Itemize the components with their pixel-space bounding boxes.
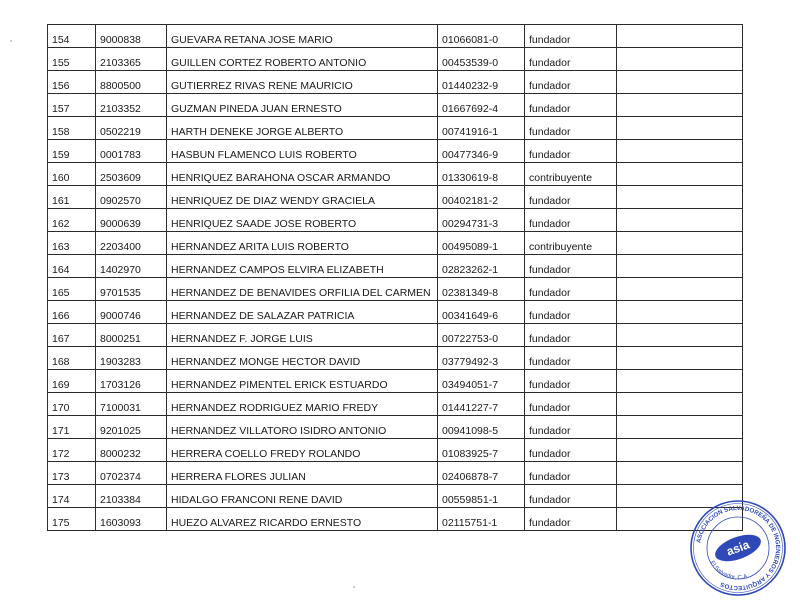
row-number: 171 bbox=[48, 416, 96, 439]
member-id-number: 03494051-7 bbox=[438, 370, 525, 393]
scan-speck bbox=[353, 586, 355, 588]
member-code: 2503609 bbox=[96, 163, 167, 186]
blank-cell bbox=[617, 71, 743, 94]
row-number: 173 bbox=[48, 462, 96, 485]
member-code: 1603093 bbox=[96, 508, 167, 531]
table-row bbox=[48, 278, 743, 301]
seal-bottom-text: El Salvador, C.A. bbox=[708, 560, 750, 582]
member-name: HERNANDEZ ARITA LUIS ROBERTO bbox=[167, 232, 438, 255]
blank-cell bbox=[617, 94, 743, 117]
member-name: HERNANDEZ DE BENAVIDES ORFILIA DEL CARMEN bbox=[167, 278, 438, 301]
row-number: 167 bbox=[48, 324, 96, 347]
member-name: HERNANDEZ PIMENTEL ERICK ESTUARDO bbox=[167, 370, 438, 393]
member-type: contribuyente bbox=[525, 163, 617, 186]
table-row bbox=[48, 232, 743, 255]
member-name: HASBUN FLAMENCO LUIS ROBERTO bbox=[167, 140, 438, 163]
member-type: fundador bbox=[525, 508, 617, 531]
member-code: 0702374 bbox=[96, 462, 167, 485]
member-type: fundador bbox=[525, 462, 617, 485]
member-name: HIDALGO FRANCONI RENE DAVID bbox=[167, 485, 438, 508]
table-row bbox=[48, 485, 743, 508]
row-number: 161 bbox=[48, 186, 96, 209]
member-code: 9701535 bbox=[96, 278, 167, 301]
member-id-number: 02823262-1 bbox=[438, 255, 525, 278]
table-row bbox=[48, 508, 743, 531]
member-type: fundador bbox=[525, 301, 617, 324]
member-type: fundador bbox=[525, 278, 617, 301]
member-id-number: 00741916-1 bbox=[438, 117, 525, 140]
member-type: fundador bbox=[525, 71, 617, 94]
member-code: 8000251 bbox=[96, 324, 167, 347]
member-id-number: 01083925-7 bbox=[438, 439, 525, 462]
member-code: 1703126 bbox=[96, 370, 167, 393]
member-code: 0001783 bbox=[96, 140, 167, 163]
member-type: fundador bbox=[525, 393, 617, 416]
member-id-number: 00941098-5 bbox=[438, 416, 525, 439]
table-row bbox=[48, 71, 743, 94]
member-name: HENRIQUEZ DE DIAZ WENDY GRACIELA bbox=[167, 186, 438, 209]
member-id-number: 01330619-8 bbox=[438, 163, 525, 186]
member-type: fundador bbox=[525, 209, 617, 232]
member-table-body bbox=[48, 25, 743, 531]
blank-cell bbox=[617, 25, 743, 48]
blank-cell bbox=[617, 186, 743, 209]
table-row bbox=[48, 186, 743, 209]
row-number: 166 bbox=[48, 301, 96, 324]
blank-cell bbox=[617, 209, 743, 232]
member-name: HARTH DENEKE JORGE ALBERTO bbox=[167, 117, 438, 140]
row-number: 156 bbox=[48, 71, 96, 94]
member-type: fundador bbox=[525, 94, 617, 117]
row-number: 159 bbox=[48, 140, 96, 163]
member-type: contribuyente bbox=[525, 232, 617, 255]
member-code: 8800500 bbox=[96, 71, 167, 94]
member-type: fundador bbox=[525, 485, 617, 508]
table-row bbox=[48, 255, 743, 278]
member-id-number: 00341649-6 bbox=[438, 301, 525, 324]
row-number: 163 bbox=[48, 232, 96, 255]
member-id-number: 00453539-0 bbox=[438, 48, 525, 71]
member-code: 2103365 bbox=[96, 48, 167, 71]
blank-cell bbox=[617, 48, 743, 71]
row-number: 162 bbox=[48, 209, 96, 232]
member-type: fundador bbox=[525, 48, 617, 71]
table-row bbox=[48, 140, 743, 163]
member-name: HERNANDEZ VILLATORO ISIDRO ANTONIO bbox=[167, 416, 438, 439]
member-code: 0502219 bbox=[96, 117, 167, 140]
table-row bbox=[48, 163, 743, 186]
member-code: 7100031 bbox=[96, 393, 167, 416]
blank-cell bbox=[617, 416, 743, 439]
blank-cell bbox=[617, 393, 743, 416]
table-row bbox=[48, 393, 743, 416]
member-id-number: 02381349-8 bbox=[438, 278, 525, 301]
member-type: fundador bbox=[525, 255, 617, 278]
seal-ring-text: ASOCIACION SALVADOREÑA DE INGENIEROS Y ARQUITECTOS bbox=[695, 504, 782, 592]
table-row bbox=[48, 117, 743, 140]
member-id-number: 00559851-1 bbox=[438, 485, 525, 508]
blank-cell bbox=[617, 140, 743, 163]
table-row bbox=[48, 324, 743, 347]
blank-cell bbox=[617, 255, 743, 278]
member-id-number: 01440232-9 bbox=[438, 71, 525, 94]
member-name: HUEZO ALVAREZ RICARDO ERNESTO bbox=[167, 508, 438, 531]
blank-cell bbox=[617, 301, 743, 324]
table-row bbox=[48, 209, 743, 232]
member-id-number: 00402181-2 bbox=[438, 186, 525, 209]
member-code: 9201025 bbox=[96, 416, 167, 439]
blank-cell bbox=[617, 324, 743, 347]
row-number: 165 bbox=[48, 278, 96, 301]
member-id-number: 00495089-1 bbox=[438, 232, 525, 255]
blank-cell bbox=[617, 347, 743, 370]
member-type: fundador bbox=[525, 25, 617, 48]
member-type: fundador bbox=[525, 416, 617, 439]
scan-speck bbox=[10, 40, 12, 42]
table-row bbox=[48, 416, 743, 439]
member-type: fundador bbox=[525, 117, 617, 140]
member-type: fundador bbox=[525, 324, 617, 347]
member-id-number: 00477346-9 bbox=[438, 140, 525, 163]
member-code: 1402970 bbox=[96, 255, 167, 278]
row-number: 174 bbox=[48, 485, 96, 508]
table-row bbox=[48, 48, 743, 71]
member-code: 0902570 bbox=[96, 186, 167, 209]
member-name: GUZMAN PINEDA JUAN ERNESTO bbox=[167, 94, 438, 117]
member-name: HERNANDEZ DE SALAZAR PATRICIA bbox=[167, 301, 438, 324]
row-number: 158 bbox=[48, 117, 96, 140]
member-name: HERRERA COELLO FREDY ROLANDO bbox=[167, 439, 438, 462]
table-row bbox=[48, 439, 743, 462]
blank-cell bbox=[617, 278, 743, 301]
member-id-number: 01066081-0 bbox=[438, 25, 525, 48]
table-row bbox=[48, 94, 743, 117]
row-number: 175 bbox=[48, 508, 96, 531]
row-number: 160 bbox=[48, 163, 96, 186]
member-type: fundador bbox=[525, 347, 617, 370]
row-number: 164 bbox=[48, 255, 96, 278]
row-number: 168 bbox=[48, 347, 96, 370]
member-code: 9000746 bbox=[96, 301, 167, 324]
member-name: HENRIQUEZ BARAHONA OSCAR ARMANDO bbox=[167, 163, 438, 186]
member-code: 2103384 bbox=[96, 485, 167, 508]
row-number: 169 bbox=[48, 370, 96, 393]
seal-logo-icon bbox=[712, 529, 765, 566]
member-id-number: 03779492-3 bbox=[438, 347, 525, 370]
member-name: GUTIERREZ RIVAS RENE MAURICIO bbox=[167, 71, 438, 94]
member-name: HERNANDEZ MONGE HECTOR DAVID bbox=[167, 347, 438, 370]
member-name: HERNANDEZ F. JORGE LUIS bbox=[167, 324, 438, 347]
member-type: fundador bbox=[525, 140, 617, 163]
blank-cell bbox=[617, 439, 743, 462]
member-type: fundador bbox=[525, 186, 617, 209]
member-name: GUEVARA RETANA JOSE MARIO bbox=[167, 25, 438, 48]
member-id-number: 02406878-7 bbox=[438, 462, 525, 485]
blank-cell bbox=[617, 462, 743, 485]
table-row bbox=[48, 301, 743, 324]
table-row bbox=[48, 25, 743, 48]
table-row bbox=[48, 370, 743, 393]
member-type: fundador bbox=[525, 439, 617, 462]
member-id-number: 00294731-3 bbox=[438, 209, 525, 232]
member-code: 2103352 bbox=[96, 94, 167, 117]
blank-cell bbox=[617, 232, 743, 255]
member-id-number: 02115751-1 bbox=[438, 508, 525, 531]
member-code: 2203400 bbox=[96, 232, 167, 255]
blank-cell bbox=[617, 370, 743, 393]
member-id-number: 00722753-0 bbox=[438, 324, 525, 347]
row-number: 157 bbox=[48, 94, 96, 117]
row-number: 172 bbox=[48, 439, 96, 462]
row-number: 154 bbox=[48, 25, 96, 48]
member-name: HERNANDEZ CAMPOS ELVIRA ELIZABETH bbox=[167, 255, 438, 278]
association-seal bbox=[688, 498, 788, 598]
table-row bbox=[48, 462, 743, 485]
member-id-number: 01667692-4 bbox=[438, 94, 525, 117]
member-name: GUILLEN CORTEZ ROBERTO ANTONIO bbox=[167, 48, 438, 71]
member-code: 9000639 bbox=[96, 209, 167, 232]
member-code: 9000838 bbox=[96, 25, 167, 48]
row-number: 170 bbox=[48, 393, 96, 416]
member-code: 1903283 bbox=[96, 347, 167, 370]
seal-center-text: asia bbox=[724, 537, 752, 559]
blank-cell bbox=[617, 163, 743, 186]
blank-cell bbox=[617, 117, 743, 140]
row-number: 155 bbox=[48, 48, 96, 71]
member-table bbox=[47, 24, 743, 531]
member-type: fundador bbox=[525, 370, 617, 393]
member-name: HENRIQUEZ SAADE JOSE ROBERTO bbox=[167, 209, 438, 232]
member-id-number: 01441227-7 bbox=[438, 393, 525, 416]
table-row bbox=[48, 347, 743, 370]
member-name: HERNANDEZ RODRIGUEZ MARIO FREDY bbox=[167, 393, 438, 416]
member-code: 8000232 bbox=[96, 439, 167, 462]
member-name: HERRERA FLORES JULIAN bbox=[167, 462, 438, 485]
